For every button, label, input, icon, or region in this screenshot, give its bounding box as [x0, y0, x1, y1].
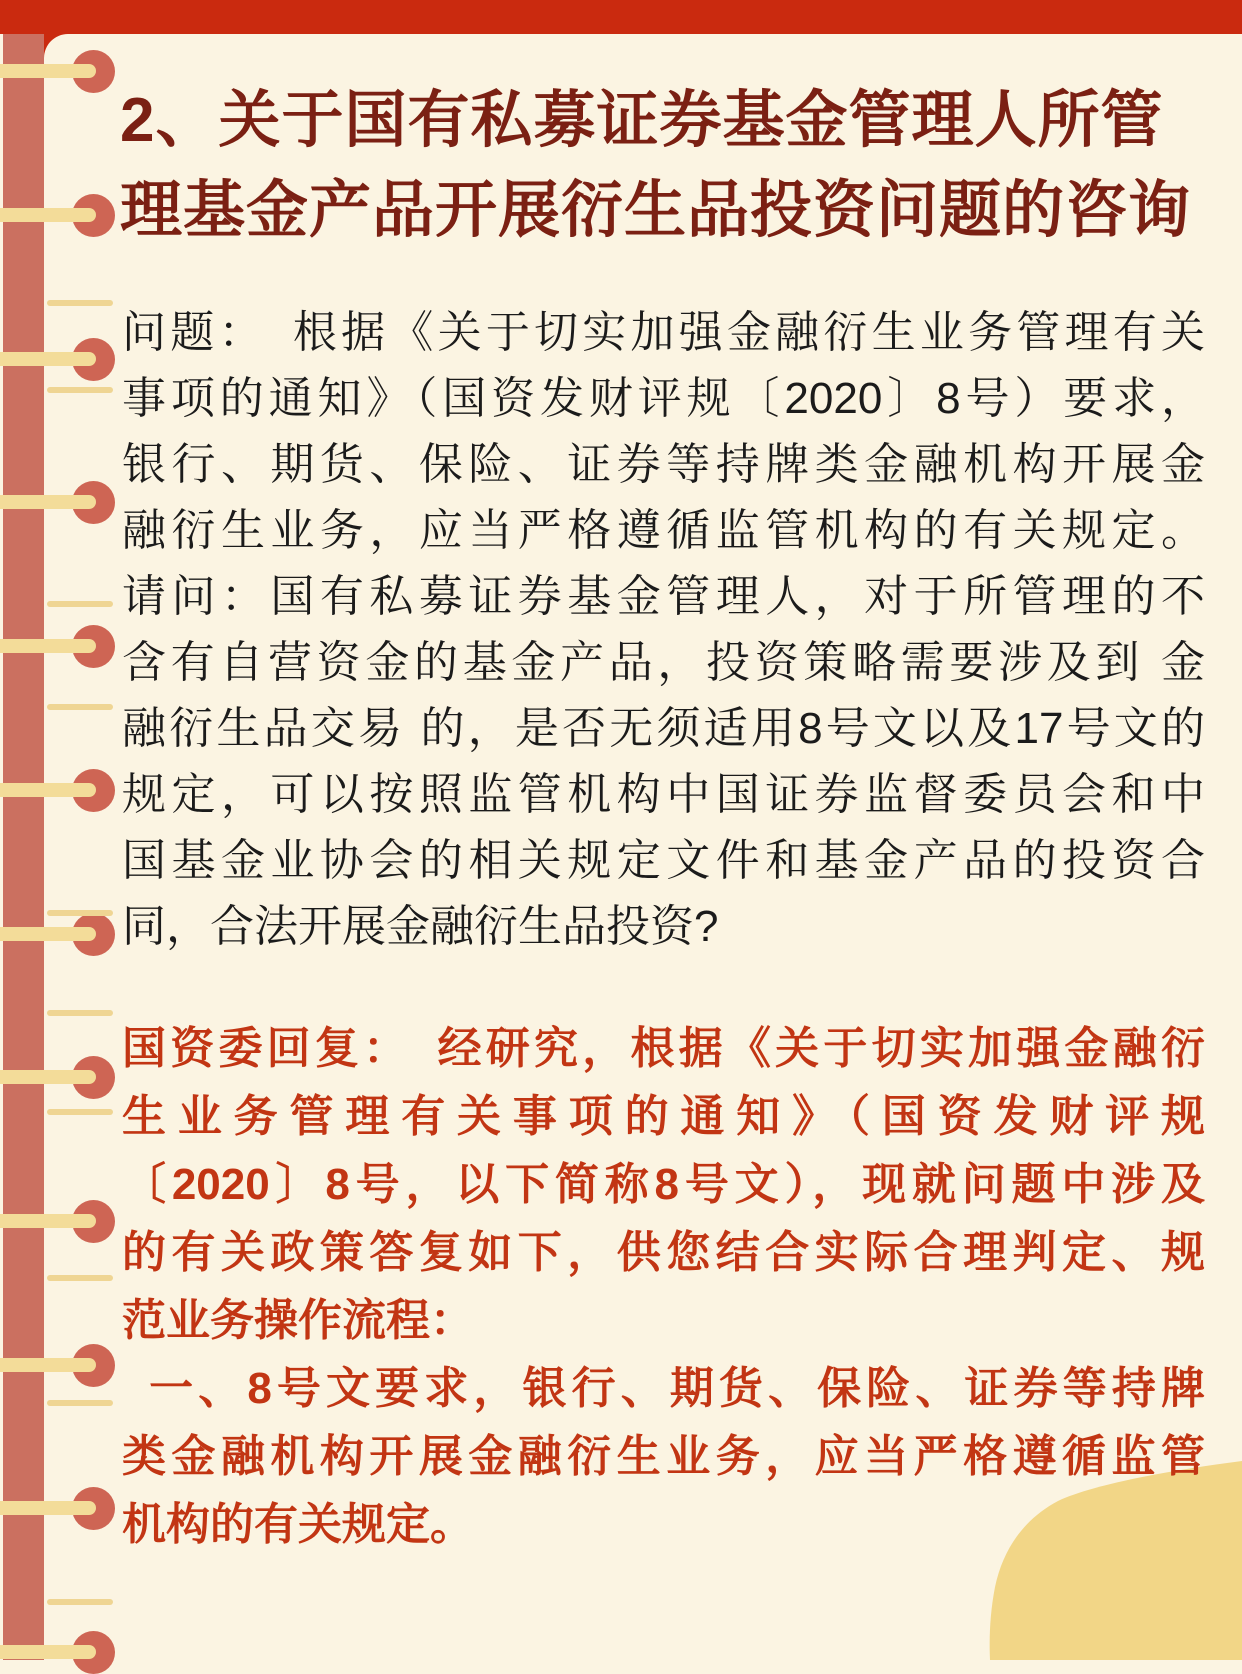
question-line: 含有自营资金的基金产品，投资策略需要涉及到 金 [122, 638, 1205, 687]
question-line: 问题： 根据《关于切实加强金融衍生业务管理有关 [122, 308, 1205, 357]
reply-line: 国资委回复： 经研究，根据《关于切实加强金融衍 [122, 1024, 1205, 1073]
question-paragraph [122, 300, 1205, 960]
question-line: 银行、期货、保险、证券等持牌类金融机构开展金 [122, 440, 1205, 489]
reply-line: 一、8号文要求，银行、期货、保险、证券等持牌 [122, 1364, 1205, 1413]
question-line: 融衍生品交易 的，是否无须适用8号文以及17号文的 [122, 704, 1205, 753]
reply-line: 范业务操作流程： [122, 1296, 474, 1345]
question-line: 国基金业协会的相关规定文件和基金产品的投资合 [122, 836, 1205, 885]
title-line: 2、关于国有私募证券基金管理人所管 [120, 86, 1164, 155]
top-accent-bar [0, 0, 1242, 34]
reply-line: 生业务管理有关事项的通知》（国资发财评规 [122, 1092, 1205, 1141]
question-line: 事项的通知》（国资发财评规〔2020〕8号）要求， [122, 374, 1205, 423]
reply-line: 〔2020〕8号，以下简称8号文），现就问题中涉及 [122, 1160, 1205, 1209]
reply-line: 类金融机构开展金融衍生业务，应当严格遵循监管 [122, 1432, 1205, 1481]
article-title [120, 76, 1220, 256]
title-line: 理基金产品开展衍生品投资问题的咨询 [120, 176, 1192, 245]
question-line: 同，合法开展金融衍生品投资? [122, 902, 719, 951]
reply-line: 的有关政策答复如下，供您结合实际合理判定、规 [122, 1228, 1205, 1277]
question-line: 规定，可以按照监管机构中国证券监督委员会和中 [122, 770, 1205, 819]
question-line: 请问：国有私募证券基金管理人，对于所管理的不 [122, 572, 1205, 621]
notebook-spine [3, 34, 44, 1660]
reply-paragraph [122, 1015, 1205, 1559]
reply-line: 机构的有关规定。 [122, 1500, 474, 1549]
question-line: 融衍生业务，应当严格遵循监管机构的有关规定。 [122, 506, 1205, 555]
